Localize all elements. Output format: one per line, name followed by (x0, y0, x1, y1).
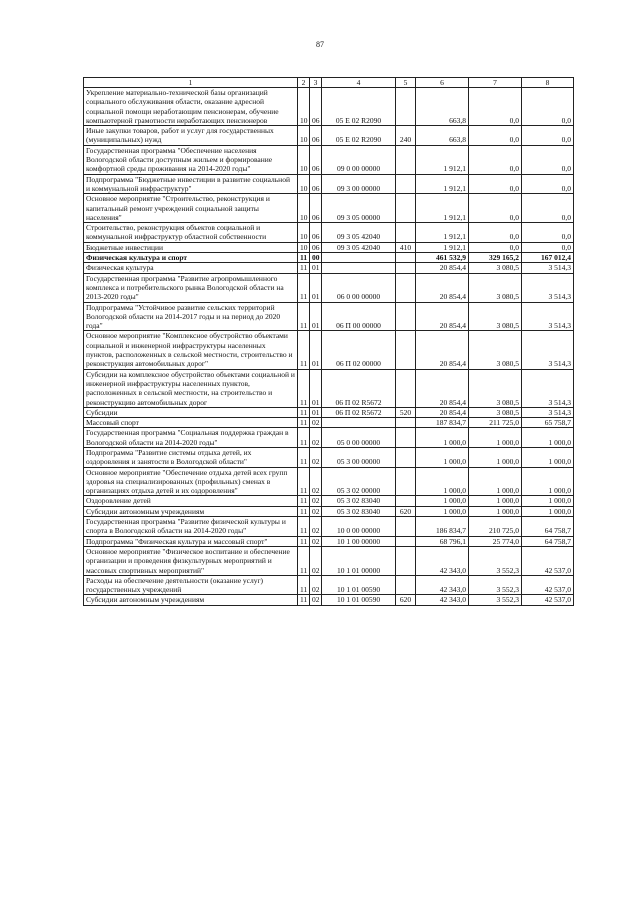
amount-cell: 663,8 (416, 126, 469, 146)
expense-type-cell (396, 253, 416, 263)
subsection-code-cell: 01 (310, 273, 322, 302)
subsection-code-cell: 06 (310, 223, 322, 243)
subsection-code-cell: 01 (310, 302, 322, 331)
row-name-cell: Подпрограмма "Бюджетные инвестиции в развитие социальной и коммунальной инфраструктур" (84, 174, 298, 194)
section-code-cell: 10 (298, 242, 310, 252)
target-article-cell: 06 П 02 R5672 (322, 369, 396, 407)
amount-cell: 0,0 (469, 223, 522, 243)
expense-type-cell (396, 263, 416, 273)
amount-cell: 1 912,1 (416, 194, 469, 223)
section-code-cell: 11 (298, 331, 310, 369)
table-row (84, 467, 574, 496)
row-name-cell: Подпрограмма "Развитие системы отдыха детей, их оздоровления и занятости в Вологодской области" (84, 447, 298, 467)
expense-type-cell (396, 174, 416, 194)
header-cell: 7 (469, 78, 522, 88)
target-article-cell: 10 1 01 00590 (322, 575, 396, 595)
amount-cell: 1 000,0 (469, 506, 522, 516)
subsection-code-cell: 06 (310, 88, 322, 126)
amount-cell: 1 000,0 (416, 496, 469, 506)
section-code-cell: 10 (298, 145, 310, 174)
amount-cell: 187 834,7 (416, 418, 469, 428)
header-cell: 3 (310, 78, 322, 88)
amount-cell: 20 854,4 (416, 369, 469, 407)
amount-cell: 1 000,0 (469, 447, 522, 467)
amount-cell: 64 758,7 (522, 517, 574, 537)
amount-cell: 0,0 (469, 145, 522, 174)
table-row (84, 331, 574, 369)
amount-cell: 3 514,3 (522, 369, 574, 407)
subsection-code-cell: 02 (310, 428, 322, 448)
expense-type-cell (396, 302, 416, 331)
target-article-cell: 05 3 02 00000 (322, 467, 396, 496)
table-row (84, 263, 574, 273)
amount-cell: 1 000,0 (522, 506, 574, 516)
target-article-cell: 10 1 01 00000 (322, 546, 396, 575)
section-code-cell: 11 (298, 407, 310, 417)
amount-cell: 20 854,4 (416, 302, 469, 331)
amount-cell: 3 514,3 (522, 273, 574, 302)
amount-cell: 1 000,0 (416, 428, 469, 448)
target-article-cell: 10 1 01 00590 (322, 595, 396, 605)
amount-cell: 1 000,0 (522, 447, 574, 467)
amount-cell: 3 514,3 (522, 331, 574, 369)
table-row (84, 595, 574, 605)
table-row (84, 253, 574, 263)
section-code-cell: 11 (298, 575, 310, 595)
subsection-code-cell: 06 (310, 174, 322, 194)
section-code-cell: 11 (298, 517, 310, 537)
amount-cell: 1 912,1 (416, 242, 469, 252)
row-name-cell: Основное мероприятие "Строительство, реконструкция и капитальный ремонт учреждений социальной защиты населения" (84, 194, 298, 223)
table-row (84, 496, 574, 506)
subsection-code-cell: 06 (310, 194, 322, 223)
amount-cell: 663,8 (416, 88, 469, 126)
subsection-code-cell: 02 (310, 418, 322, 428)
target-article-cell: 09 3 05 42040 (322, 223, 396, 243)
target-article-cell: 06 П 00 00000 (322, 302, 396, 331)
amount-cell: 329 165,2 (469, 253, 522, 263)
expense-type-cell (396, 536, 416, 546)
amount-cell: 0,0 (469, 194, 522, 223)
amount-cell: 3 080,5 (469, 407, 522, 417)
amount-cell: 42 343,0 (416, 595, 469, 605)
table-row (84, 126, 574, 146)
amount-cell: 210 725,0 (469, 517, 522, 537)
subsection-code-cell: 02 (310, 467, 322, 496)
amount-cell: 20 854,4 (416, 273, 469, 302)
header-cell: 5 (396, 78, 416, 88)
section-code-cell: 11 (298, 467, 310, 496)
amount-cell: 3 552,3 (469, 595, 522, 605)
table-row (84, 88, 574, 126)
row-name-cell: Бюджетные инвестиции (84, 242, 298, 252)
amount-cell: 42 537,0 (522, 595, 574, 605)
amount-cell: 42 343,0 (416, 575, 469, 595)
expense-type-cell: 240 (396, 126, 416, 146)
expense-type-cell (396, 428, 416, 448)
expense-type-cell (396, 447, 416, 467)
header-row (84, 78, 574, 88)
amount-cell: 1 000,0 (522, 467, 574, 496)
subsection-code-cell: 02 (310, 517, 322, 537)
section-code-cell: 11 (298, 506, 310, 516)
section-code-cell: 10 (298, 194, 310, 223)
row-name-cell: Массовый спорт (84, 418, 298, 428)
section-code-cell: 11 (298, 302, 310, 331)
amount-cell: 0,0 (469, 174, 522, 194)
target-article-cell: 05 Е 02 R2090 (322, 88, 396, 126)
expense-type-cell (396, 467, 416, 496)
amount-cell: 65 758,7 (522, 418, 574, 428)
section-code-cell: 11 (298, 447, 310, 467)
expense-type-cell (396, 369, 416, 407)
amount-cell: 1 912,1 (416, 174, 469, 194)
amount-cell: 0,0 (522, 242, 574, 252)
amount-cell: 1 000,0 (416, 447, 469, 467)
amount-cell: 3 080,5 (469, 369, 522, 407)
row-name-cell: Иные закупки товаров, работ и услуг для государственных (муниципальных) нужд (84, 126, 298, 146)
table-row (84, 223, 574, 243)
row-name-cell: Укрепление материально-технической базы организаций социального обслуживания области, оказание адресной социальной помощи неработающим пенсионерам, обучение компьютерной грамотности неработающих пенсионеров (84, 88, 298, 126)
amount-cell: 0,0 (522, 88, 574, 126)
target-article-cell: 06 0 00 00000 (322, 273, 396, 302)
amount-cell: 461 532,9 (416, 253, 469, 263)
row-name-cell: Субсидии (84, 407, 298, 417)
target-article-cell: 05 3 02 83040 (322, 506, 396, 516)
section-code-cell: 10 (298, 126, 310, 146)
header-cell: 2 (298, 78, 310, 88)
row-name-cell: Основное мероприятие "Обеспечение отдыха детей всех групп здоровья на специализированных (профильных) сменах в организациях отдыха детей и их оздоровления" (84, 467, 298, 496)
section-code-cell: 11 (298, 273, 310, 302)
subsection-code-cell: 06 (310, 145, 322, 174)
target-article-cell: 05 3 02 83040 (322, 496, 396, 506)
amount-cell: 3 080,5 (469, 302, 522, 331)
table-row (84, 536, 574, 546)
amount-cell: 1 000,0 (416, 506, 469, 516)
table-row (84, 174, 574, 194)
amount-cell: 0,0 (522, 194, 574, 223)
row-name-cell: Субсидии автономным учреждениям (84, 506, 298, 516)
subsection-code-cell: 02 (310, 496, 322, 506)
table-body (84, 88, 574, 606)
amount-cell: 0,0 (469, 88, 522, 126)
row-name-cell: Основное мероприятие "Физическое воспитание и обеспечение организации и проведения физкультурных мероприятий и массовых спортивных мероприятий" (84, 546, 298, 575)
section-code-cell: 10 (298, 174, 310, 194)
amount-cell: 1 000,0 (416, 467, 469, 496)
row-name-cell: Субсидии автономным учреждениям (84, 595, 298, 605)
amount-cell: 68 796,1 (416, 536, 469, 546)
amount-cell: 1 000,0 (469, 496, 522, 506)
subsection-code-cell: 06 (310, 242, 322, 252)
section-code-cell: 11 (298, 595, 310, 605)
header-cell: 4 (322, 78, 396, 88)
amount-cell: 0,0 (469, 126, 522, 146)
target-article-cell (322, 253, 396, 263)
table-row (84, 145, 574, 174)
amount-cell: 3 080,5 (469, 263, 522, 273)
target-article-cell: 09 3 05 00000 (322, 194, 396, 223)
amount-cell: 186 834,7 (416, 517, 469, 537)
row-name-cell: Строительство, реконструкция объектов социальной и коммунальной инфраструктур областной собственности (84, 223, 298, 243)
amount-cell: 25 774,0 (469, 536, 522, 546)
amount-cell: 20 854,4 (416, 407, 469, 417)
expense-type-cell (396, 546, 416, 575)
section-code-cell: 11 (298, 546, 310, 575)
table-row (84, 428, 574, 448)
amount-cell: 3 080,5 (469, 331, 522, 369)
section-code-cell: 11 (298, 253, 310, 263)
row-name-cell: Подпрограмма "Физическая культура и массовый спорт" (84, 536, 298, 546)
row-name-cell: Субсидии на комплексное обустройство объектами социальной и инженерной инфраструктуры населенных пунктов, расположенных в сельской местности, на строительство и реконструкцию автомобильных дорог (84, 369, 298, 407)
table-row (84, 273, 574, 302)
row-name-cell: Государственная программа "Развитие физической культуры и спорта в Вологодской области на 2014-2020 годы" (84, 517, 298, 537)
table-row (84, 447, 574, 467)
amount-cell: 3 514,3 (522, 407, 574, 417)
row-name-cell: Подпрограмма "Устойчивое развитие сельских территорий Вологодской области на 2014-2017 годы и на период до 2020 года" (84, 302, 298, 331)
amount-cell: 42 343,0 (416, 546, 469, 575)
expense-type-cell (396, 194, 416, 223)
amount-cell: 64 758,7 (522, 536, 574, 546)
expense-type-cell (396, 331, 416, 369)
row-name-cell: Физическая культура и спорт (84, 253, 298, 263)
subsection-code-cell: 01 (310, 407, 322, 417)
table-row (84, 546, 574, 575)
table-row (84, 407, 574, 417)
expense-type-cell: 410 (396, 242, 416, 252)
section-code-cell: 10 (298, 223, 310, 243)
table-row (84, 242, 574, 252)
target-article-cell: 09 3 05 42040 (322, 242, 396, 252)
amount-cell: 0,0 (522, 174, 574, 194)
target-article-cell: 10 0 00 00000 (322, 517, 396, 537)
page-number: 87 (316, 40, 324, 49)
amount-cell: 3 080,5 (469, 273, 522, 302)
amount-cell: 1 000,0 (522, 496, 574, 506)
target-article-cell: 05 Е 02 R2090 (322, 126, 396, 146)
amount-cell: 0,0 (469, 242, 522, 252)
amount-cell: 167 012,4 (522, 253, 574, 263)
target-article-cell (322, 263, 396, 273)
subsection-code-cell: 02 (310, 506, 322, 516)
table-row (84, 302, 574, 331)
amount-cell: 0,0 (522, 145, 574, 174)
subsection-code-cell: 02 (310, 546, 322, 575)
header-cell: 8 (522, 78, 574, 88)
section-code-cell: 10 (298, 88, 310, 126)
section-code-cell: 11 (298, 496, 310, 506)
table-row (84, 418, 574, 428)
section-code-cell: 11 (298, 428, 310, 448)
section-code-cell: 11 (298, 418, 310, 428)
subsection-code-cell: 06 (310, 126, 322, 146)
amount-cell: 1 000,0 (469, 428, 522, 448)
expense-type-cell: 520 (396, 407, 416, 417)
expense-type-cell: 620 (396, 595, 416, 605)
target-article-cell: 09 0 00 00000 (322, 145, 396, 174)
row-name-cell: Государственная программа "Развитие агропромышленного комплекса и потребительского рынка Вологодской области на 2013-2020 годы" (84, 273, 298, 302)
target-article-cell: 05 3 00 00000 (322, 447, 396, 467)
row-name-cell: Физическая культура (84, 263, 298, 273)
row-name-cell: Расходы на обеспечение деятельности (оказание услуг) государственных учреждений (84, 575, 298, 595)
amount-cell: 1 000,0 (522, 428, 574, 448)
subsection-code-cell: 02 (310, 595, 322, 605)
section-code-cell: 11 (298, 536, 310, 546)
target-article-cell: 06 П 02 R5672 (322, 407, 396, 417)
amount-cell: 20 854,4 (416, 263, 469, 273)
amount-cell: 0,0 (522, 223, 574, 243)
subsection-code-cell: 02 (310, 447, 322, 467)
row-name-cell: Основное мероприятие "Комплексное обустройство объектами социальной и инженерной инфраструктуры населенных пунктов, расположенных в сельской местности, строительство и реконструкция автомобильных дорог" (84, 331, 298, 369)
subsection-code-cell: 01 (310, 263, 322, 273)
amount-cell: 20 854,4 (416, 331, 469, 369)
subsection-code-cell: 02 (310, 575, 322, 595)
amount-cell: 3 552,3 (469, 575, 522, 595)
table-row (84, 506, 574, 516)
expense-type-cell (396, 223, 416, 243)
header-cell: 1 (84, 78, 298, 88)
amount-cell: 3 514,3 (522, 263, 574, 273)
subsection-code-cell: 02 (310, 536, 322, 546)
target-article-cell: 10 1 00 00000 (322, 536, 396, 546)
amount-cell: 211 725,0 (469, 418, 522, 428)
expense-type-cell (396, 145, 416, 174)
table-row (84, 575, 574, 595)
target-article-cell: 06 П 02 00000 (322, 331, 396, 369)
amount-cell: 42 537,0 (522, 575, 574, 595)
row-name-cell: Оздоровление детей (84, 496, 298, 506)
subsection-code-cell: 01 (310, 331, 322, 369)
amount-cell: 0,0 (522, 126, 574, 146)
row-name-cell: Государственная программа "Обеспечение населения Вологодской области доступным жильем и формирование комфортной среды проживания на 2014-2020 годы" (84, 145, 298, 174)
expense-type-cell (396, 88, 416, 126)
target-article-cell: 05 0 00 00000 (322, 428, 396, 448)
table-row (84, 194, 574, 223)
amount-cell: 1 912,1 (416, 145, 469, 174)
amount-cell: 3 552,3 (469, 546, 522, 575)
target-article-cell: 09 3 00 00000 (322, 174, 396, 194)
amount-cell: 1 912,1 (416, 223, 469, 243)
row-name-cell: Государственная программа "Социальная поддержка граждан в Вологодской области на 2014-2020 годы" (84, 428, 298, 448)
table-header (84, 78, 574, 88)
expense-type-cell (396, 496, 416, 506)
expense-type-cell (396, 517, 416, 537)
section-code-cell: 11 (298, 263, 310, 273)
table-row (84, 369, 574, 407)
table-row (84, 517, 574, 537)
target-article-cell (322, 418, 396, 428)
amount-cell: 3 514,3 (522, 302, 574, 331)
subsection-code-cell: 01 (310, 369, 322, 407)
expense-type-cell (396, 273, 416, 302)
subsection-code-cell: 00 (310, 253, 322, 263)
section-code-cell: 11 (298, 369, 310, 407)
budget-table (83, 77, 574, 606)
expense-type-cell (396, 575, 416, 595)
expense-type-cell: 620 (396, 506, 416, 516)
header-cell: 6 (416, 78, 469, 88)
amount-cell: 42 537,0 (522, 546, 574, 575)
expense-type-cell (396, 418, 416, 428)
amount-cell: 1 000,0 (469, 467, 522, 496)
